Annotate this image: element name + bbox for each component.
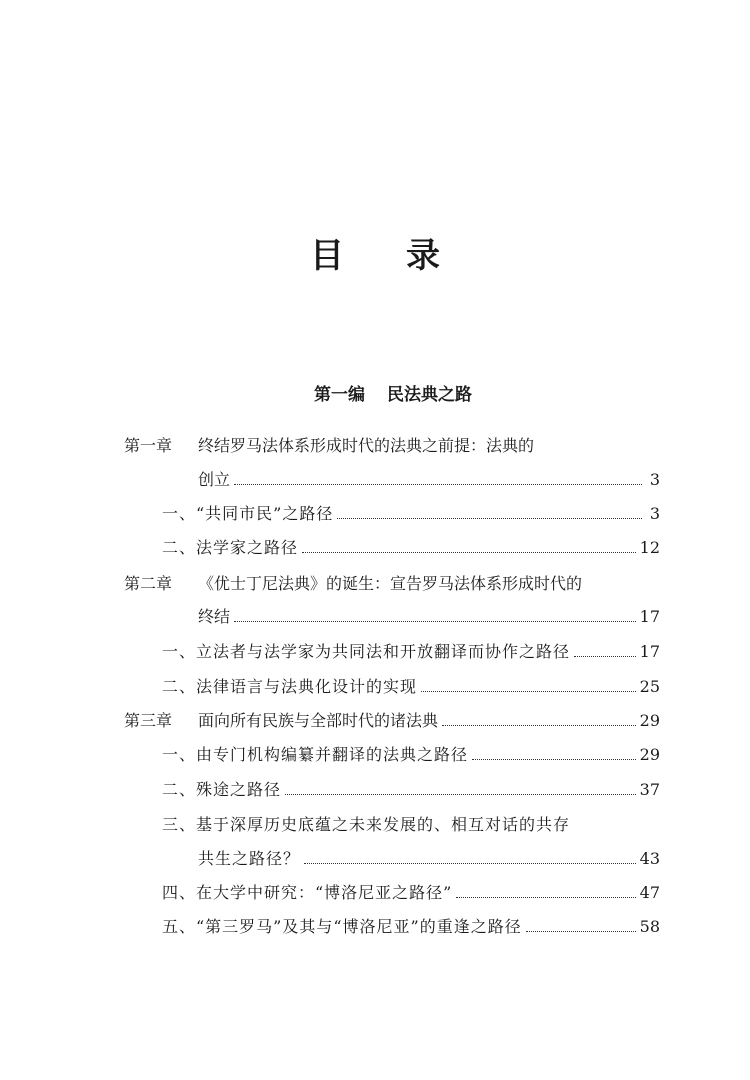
chapter-title: 面向所有民族与全部时代的诸法典 bbox=[198, 711, 439, 730]
toc-entry-line1[interactable] bbox=[162, 815, 660, 837]
page-number: 3 bbox=[649, 504, 660, 523]
section-title: 二、殊途之路径 bbox=[162, 780, 282, 799]
chapter-1-line2[interactable] bbox=[198, 470, 660, 492]
chapter-title: 终结罗马法体系形成时代的法典之前提：法典的 bbox=[198, 436, 535, 455]
page-number: 17 bbox=[639, 642, 660, 661]
section-title: 一、“共同市民”之路径 bbox=[162, 504, 334, 523]
dot-leader bbox=[472, 758, 636, 760]
dot-leader bbox=[574, 655, 636, 657]
title-char-2: 录 bbox=[406, 236, 440, 276]
dot-leader bbox=[304, 862, 636, 864]
chapter-number: 第二章 bbox=[124, 574, 173, 593]
toc-entry[interactable] bbox=[162, 642, 660, 664]
toc-entry[interactable] bbox=[162, 883, 660, 905]
page-number: 29 bbox=[639, 745, 660, 764]
section-title: 三、基于深厚历史底蕴之未来发展的、相互对话的共存 bbox=[162, 815, 571, 834]
dot-leader bbox=[285, 793, 636, 795]
page-number: 43 bbox=[639, 849, 660, 868]
dot-leader bbox=[442, 724, 636, 726]
page-number: 17 bbox=[639, 607, 660, 626]
dot-leader bbox=[526, 930, 636, 932]
dot-leader bbox=[302, 551, 636, 553]
chapter-1-line1[interactable] bbox=[124, 436, 664, 458]
section-title: 五、“第三罗马”及其与“博洛尼亚”的重逢之路径 bbox=[162, 917, 522, 936]
section-title: 二、法学家之路径 bbox=[162, 538, 299, 557]
section-title: 一、立法者与法学家为共同法和开放翻译而协作之路径 bbox=[162, 642, 571, 661]
toc-entry[interactable] bbox=[162, 538, 660, 560]
dot-leader bbox=[456, 896, 635, 898]
page-number: 37 bbox=[639, 780, 660, 799]
chapter-2-line1[interactable] bbox=[124, 574, 664, 596]
dot-leader bbox=[337, 517, 642, 519]
part-heading bbox=[0, 380, 750, 405]
section-title: 一、由专门机构编纂并翻译的法典之路径 bbox=[162, 745, 469, 764]
part-name: 民法典之路 bbox=[387, 385, 472, 405]
page-number: 12 bbox=[639, 538, 660, 557]
title-char-1: 目 bbox=[310, 236, 344, 276]
chapter-title-cont: 创立 bbox=[198, 470, 231, 489]
section-title: 四、在大学中研究：“博洛尼亚之路径” bbox=[162, 883, 453, 902]
dot-leader bbox=[421, 690, 636, 692]
page-title bbox=[0, 228, 750, 277]
page-number: 29 bbox=[639, 711, 660, 730]
toc-entry[interactable] bbox=[162, 780, 660, 802]
chapter-3[interactable] bbox=[124, 711, 660, 733]
chapter-2-line2[interactable] bbox=[198, 607, 660, 629]
dot-leader bbox=[234, 620, 636, 622]
toc-entry[interactable] bbox=[162, 917, 660, 939]
part-number: 第一编 bbox=[314, 385, 365, 405]
page-number: 3 bbox=[649, 470, 660, 489]
chapter-number: 第三章 bbox=[124, 711, 173, 730]
section-title-cont: 共生之路径？ bbox=[198, 849, 301, 868]
page-number: 47 bbox=[639, 883, 660, 902]
dot-leader bbox=[234, 483, 642, 485]
toc-entry[interactable] bbox=[162, 504, 660, 526]
chapter-title-cont: 终结 bbox=[198, 607, 231, 626]
toc-entry[interactable] bbox=[162, 745, 660, 767]
page-number: 58 bbox=[639, 917, 660, 936]
toc-entry[interactable] bbox=[162, 677, 660, 699]
chapter-title: 《优士丁尼法典》的诞生：宣告罗马法体系形成时代的 bbox=[198, 574, 583, 593]
page-number: 25 bbox=[639, 677, 660, 696]
toc-entry-line2[interactable] bbox=[198, 849, 660, 871]
chapter-number: 第一章 bbox=[124, 436, 173, 455]
section-title: 二、法律语言与法典化设计的实现 bbox=[162, 677, 418, 696]
